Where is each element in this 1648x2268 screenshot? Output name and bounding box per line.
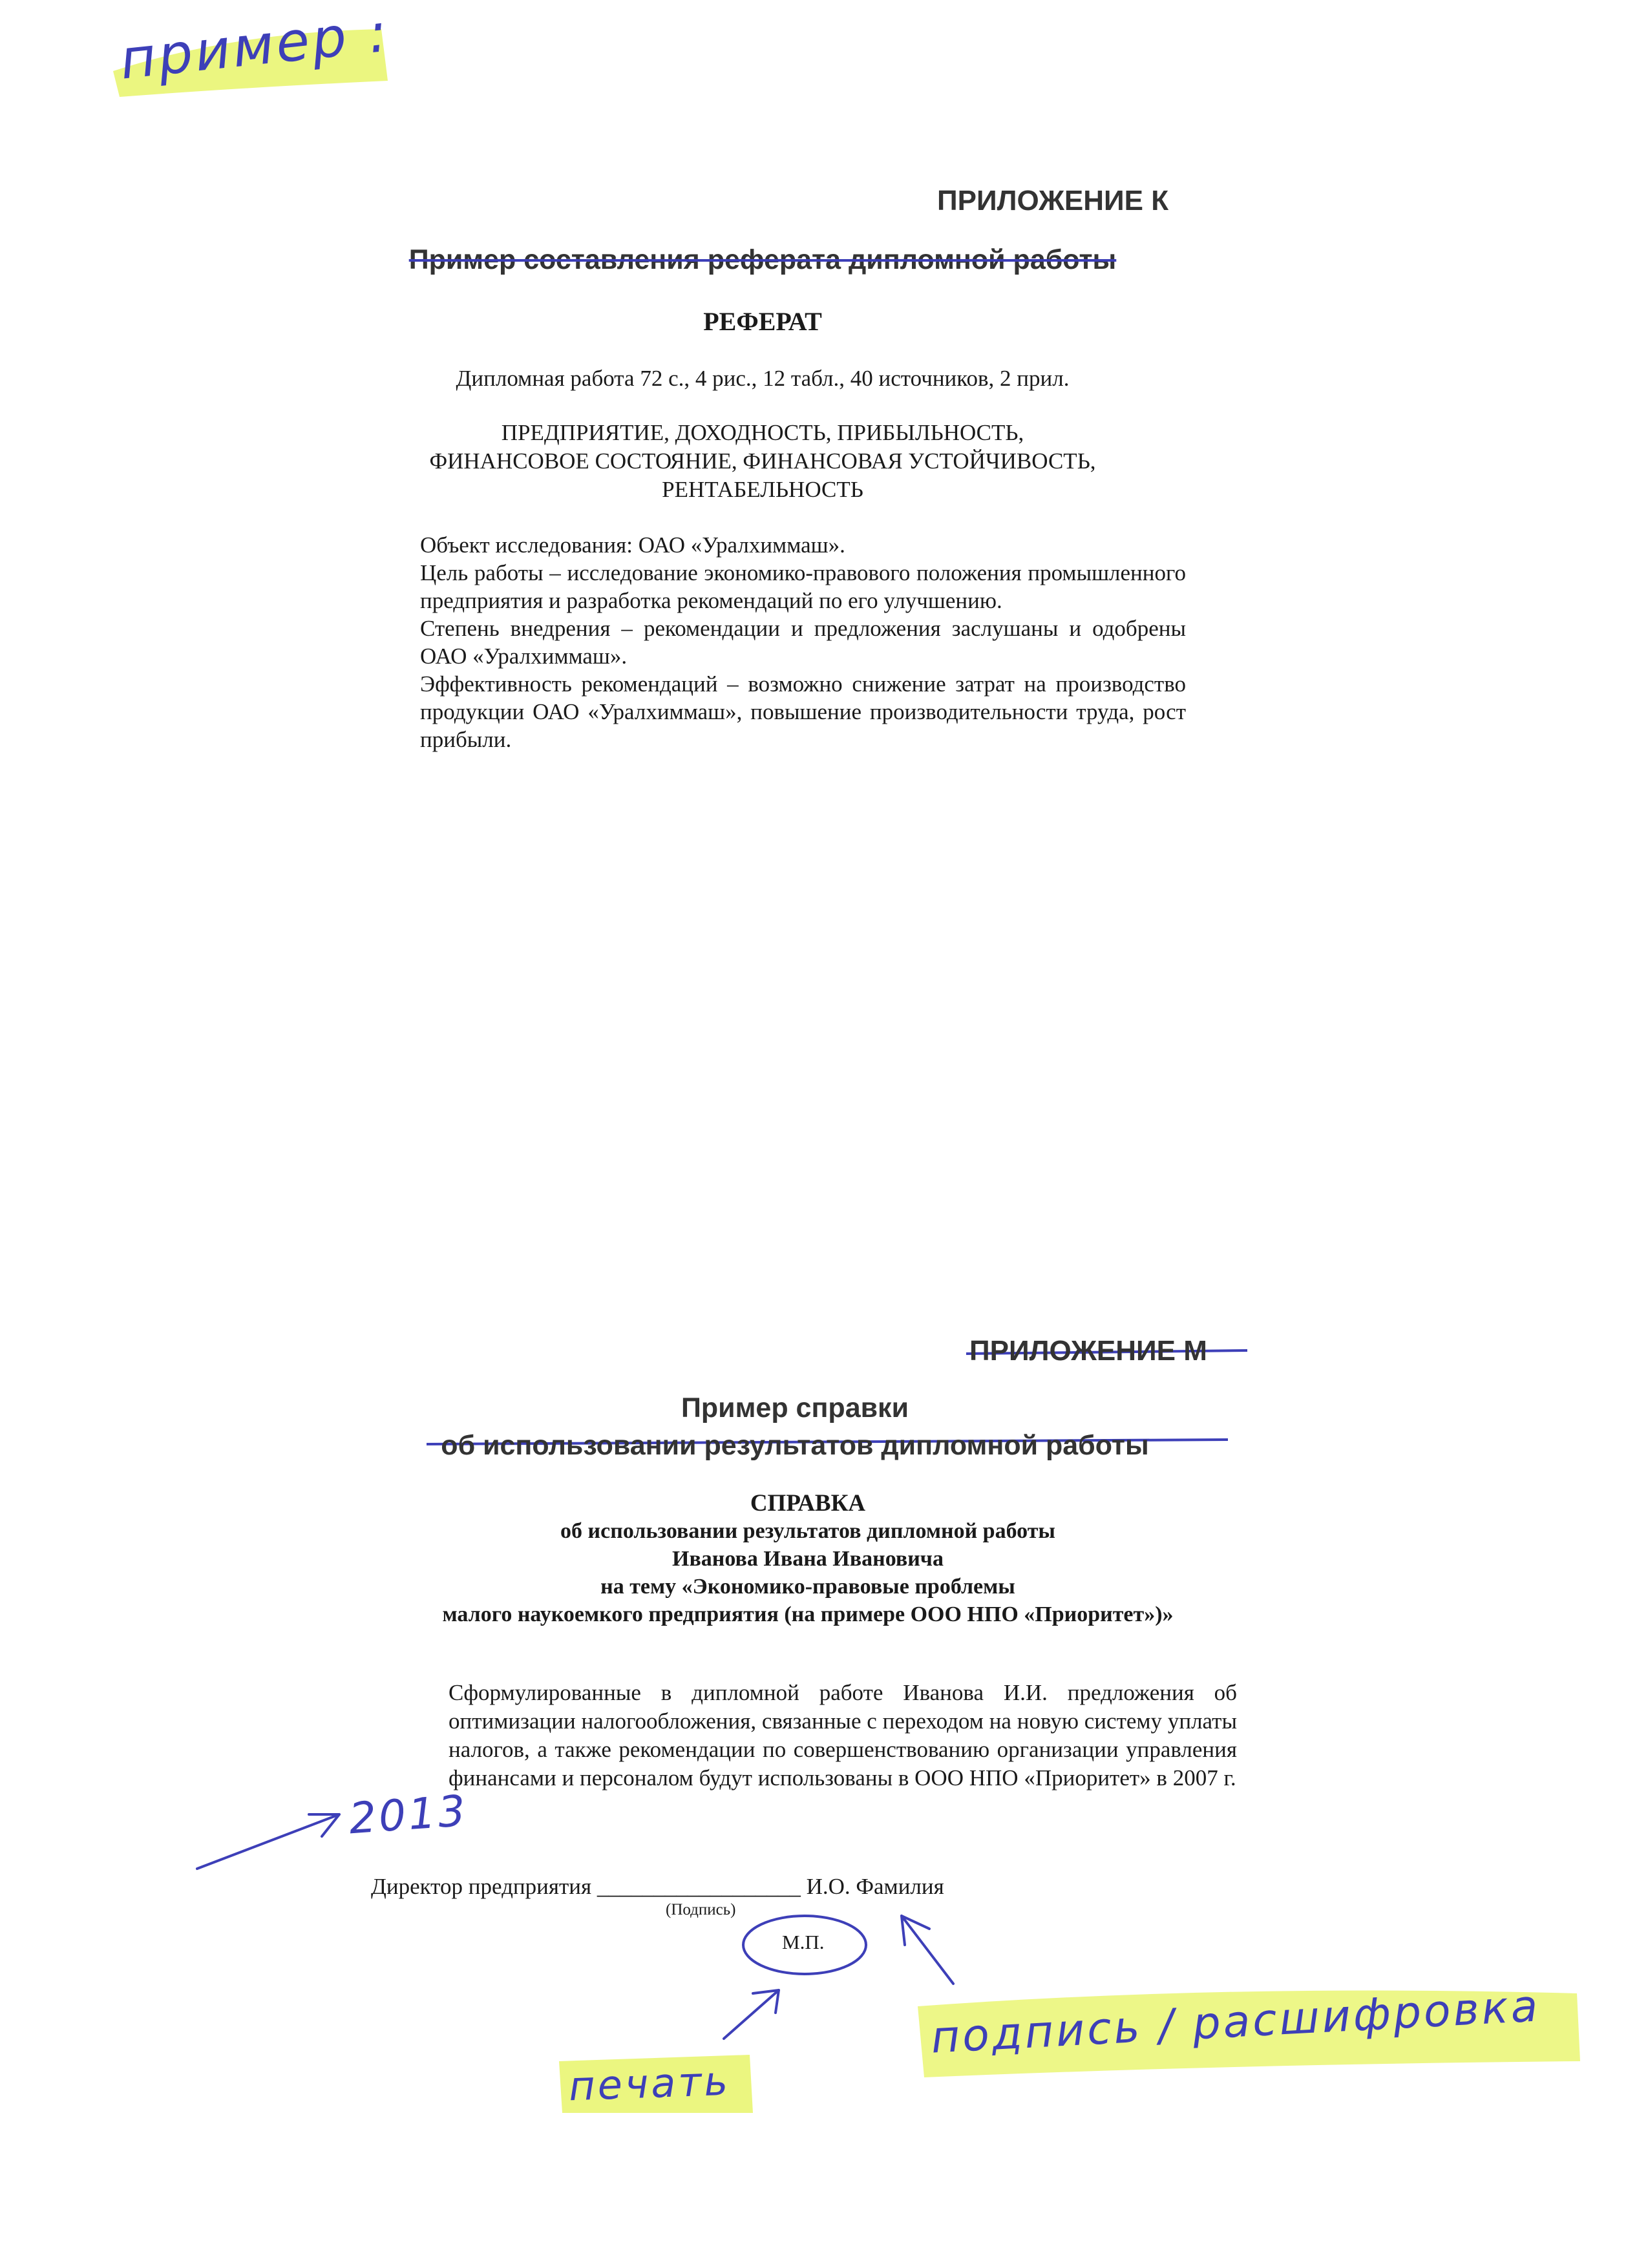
abstract-keywords: [362, 419, 1163, 504]
subheading-line: об использовании результатов дипломной работы: [441, 1430, 1149, 1461]
certificate-title-line: СПРАВКА: [750, 1490, 866, 1517]
appendix-k-subheading: Пример составления реферата дипломной работы: [408, 244, 1117, 275]
certificate-title-line: Иванова Ивана Ивановича: [672, 1547, 944, 1571]
abstract-paragraph: Цель работы – исследование экономико-правового положения промышленного предприятия и разработка рекомендаций по его улучшению.: [420, 560, 1186, 613]
handwritten-note-example: пример :: [117, 0, 393, 92]
abstract-body: [343, 531, 1186, 753]
arrow-to-stamp: [724, 1990, 779, 2039]
certificate-body: [371, 1679, 1237, 1792]
handwritten-stamp-note: печать: [567, 2057, 732, 2110]
abstract-paragraph: Эффективность рекомендаций – возможно снижение затрат на производство продукции ОАО «Уралхиммаш», повышение производительности труда, рост прибыли.: [420, 671, 1186, 752]
certificate-title-line: на тему «Экономико-правовые проблемы: [600, 1575, 1015, 1599]
abstract-paragraph: Объект исследования: ОАО «Уралхиммаш».: [420, 532, 845, 558]
arrow-to-year: [197, 1814, 339, 1869]
abstract-paragraph: Степень внедрения – рекомендации и предложения заслушаны и одобрены ОАО «Уралхиммаш».: [420, 616, 1186, 669]
signature-blank: __________________: [597, 1874, 801, 1899]
abstract-title: РЕФЕРАТ: [703, 307, 822, 336]
appendix-m-heading: ПРИЛОЖЕНИЕ М: [969, 1335, 1207, 1367]
director-name: И.О. Фамилия: [806, 1874, 944, 1899]
keywords-line: ФИНАНСОВОЕ СОСТОЯНИЕ, ФИНАНСОВАЯ УСТОЙЧИВОСТЬ,: [429, 448, 1096, 474]
signature-line: [371, 1874, 944, 1900]
subheading-line: Пример справки: [681, 1392, 909, 1423]
certificate-title-line: об использовании результатов дипломной работы: [560, 1519, 1055, 1543]
abstract-meta: Дипломная работа 72 с., 4 рис., 12 табл., 40 источников, 2 прил.: [456, 366, 1070, 391]
keywords-line: ПРЕДПРИЯТИЕ, ДОХОДНОСТЬ, ПРИБЫЛЬНОСТЬ,: [501, 420, 1024, 445]
certificate-title: [343, 1489, 1273, 1628]
certificate-paragraph: Сформулированные в дипломной работе Иванова И.И. предложения об оптимизации налогообложения, связанные с переходом на новую систему уплаты налогов, а также рекомендации по совершенствованию организации управления финансами и персоналом будут использованы в ООО НПО «Приоритет» в 2007 г.: [449, 1680, 1237, 1790]
certificate-title-line: малого наукоемкого предприятия (на примере ООО НПО «Приоритет»)»: [442, 1602, 1174, 1626]
appendix-k-heading: ПРИЛОЖЕНИЕ К: [937, 185, 1169, 216]
handwritten-year: 2013: [347, 1785, 470, 1844]
arrow-to-name: [902, 1916, 953, 1984]
stamp-label: М.П.: [782, 1931, 825, 1953]
handwritten-signature-note: подпись / расшифровка: [929, 1980, 1542, 2064]
signature-caption: (Подпись): [666, 1901, 736, 1918]
keywords-line: РЕНТАБЕЛЬНОСТЬ: [662, 477, 863, 502]
appendix-m-subheading: [375, 1389, 1215, 1464]
director-label: Директор предприятия: [371, 1874, 592, 1899]
